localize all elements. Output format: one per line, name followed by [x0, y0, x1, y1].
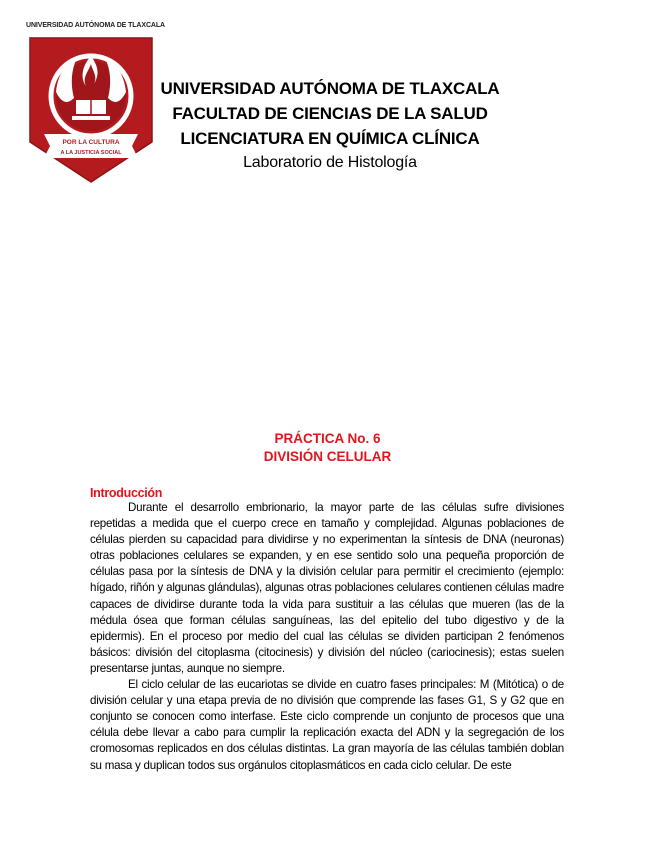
- introduction-paragraph-1: Durante el desarrollo embrionario, la mayor parte de las células sufre divisiones repetidas a medida que el cuerpo crece en tamaño y complejidad. Algunas poblaciones de células pierden su capacidad para dividirse y no experimentan la síntesis de DNA (neuronas) otras poblaciones celulares se expanden, y en ese sentido solo una pequeña proporción de células pasa por la síntesis de DNA y la división celular para permitir el crecimiento (ejemplo: hígado, riñón y algunas glándulas), algunas otras poblaciones celulares contienen células madre capaces de dividirse durante toda la vida para sustituir a las células que mueren (las de la médula ósea que forman células sanguíneas, las del epitelio del tubo digestivo y de la epidermis). En el proceso por medio del cual las células se dividen participan 2 fenómenos básicos: división del citoplasma (citocinesis) y división del núcleo (cariocinesis); estas suelen presentarse juntas, aunque no siempre.: [90, 501, 564, 675]
- header-lab: Laboratorio de Histología: [243, 154, 417, 171]
- introduction-body: [90, 500, 564, 774]
- crest-motto-line-1: POR LA CULTURA: [62, 139, 120, 146]
- document-header: [160, 76, 500, 175]
- practice-title-block: [0, 430, 655, 466]
- practice-number: PRÁCTICA No. 6: [274, 431, 381, 446]
- practice-title: DIVISIÓN CELULAR: [263, 449, 392, 464]
- introduction-heading: Introducción: [90, 486, 163, 500]
- header-program: LICENCIATURA EN QUÍMICA CLÍNICA: [180, 129, 480, 148]
- logo-university-label: UNIVERSIDAD AUTÓNOMA DE TLAXCALA: [26, 22, 166, 29]
- university-logo: [26, 22, 166, 182]
- header-university: UNIVERSIDAD AUTÓNOMA DE TLAXCALA: [160, 79, 500, 98]
- header-faculty: FACULTAD DE CIENCIAS DE LA SALUD: [172, 104, 488, 123]
- crest-motto-line-2: A LA JUSTICIA SOCIAL: [60, 150, 122, 156]
- university-crest-icon: [28, 34, 154, 184]
- introduction-paragraph-2: El ciclo celular de las eucariotas se divide en cuatro fases principales: M (Mitótica) o de división celular y una etapa previa de no división que comprende las fases G1, S y G2 que en conjunto se conocen como interfase. Este ciclo comprende un conjunto de procesos que una célula debe llevar a cabo para cumplir la replicación exacta del ADN y la segregación de los cromosomas replicados en dos células distintas. La gran mayoría de las células también doblan su masa y duplican todos sus orgánulos citoplasmáticos en cada ciclo celular. De este: [90, 678, 564, 772]
